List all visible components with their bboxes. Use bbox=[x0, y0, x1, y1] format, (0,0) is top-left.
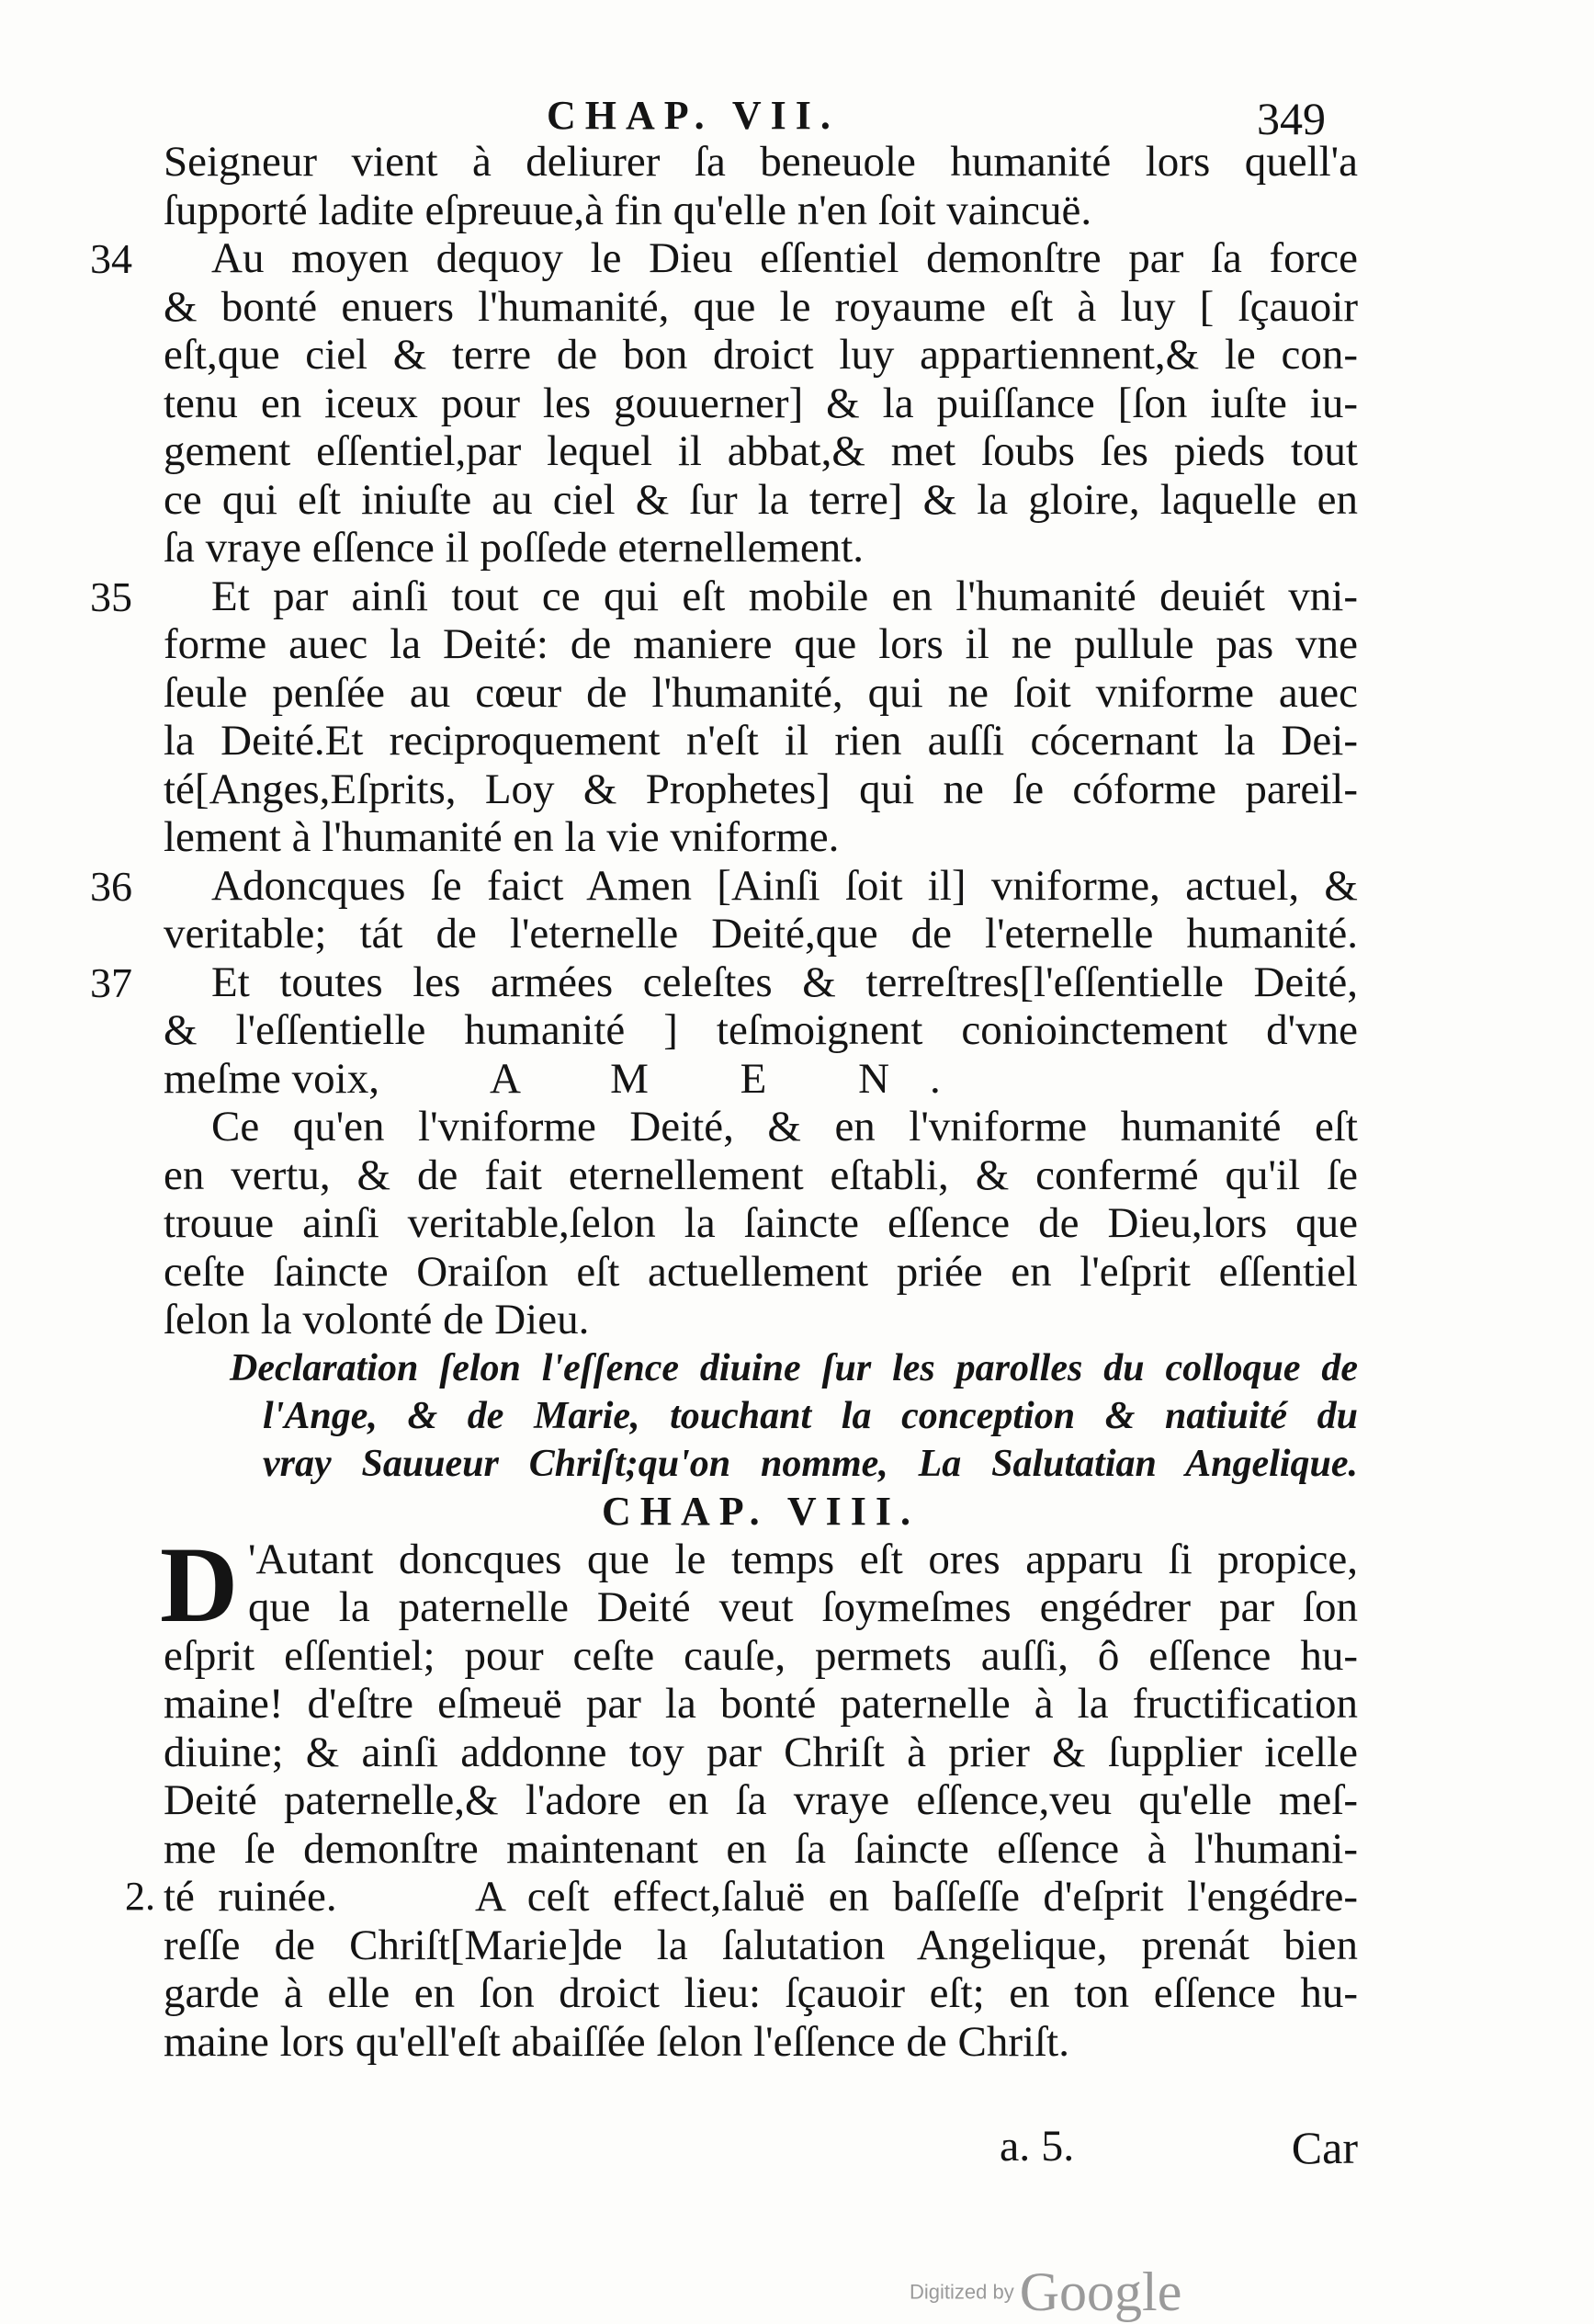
line-with-margin-number bbox=[125, 1873, 1358, 1922]
text-line: la Deité.Et reciproquement n'eſt il rien auſſi cócernant la Dei- bbox=[164, 717, 1358, 765]
text-line: ſupporté ladite eſpreuue,à fin qu'elle n'en ſoit vaincuë. bbox=[164, 186, 1092, 234]
text-line: diuine; & ainſi addonne toy par Chriſt à prier & ſupplier icelle bbox=[164, 1728, 1358, 1776]
chapter-title bbox=[164, 1344, 1358, 1488]
text-line: me ſe demonſtre maintenant en ſa ſaincte eſſence à l'humani- bbox=[164, 1824, 1358, 1873]
page-number: 349 bbox=[1257, 93, 1326, 144]
text-line: gement eſſentiel,par lequel il abbat,& met ſoubs ſes pieds tout bbox=[164, 427, 1358, 475]
verse-number: 34 bbox=[90, 235, 132, 282]
text-line: reſſe de Chriſt[Marie]de la ſalutation Angelique, prenát bien bbox=[164, 1921, 1358, 1969]
verse-36 bbox=[90, 861, 1358, 958]
body-text bbox=[90, 138, 1358, 2066]
text-line: tenu en iceux pour les gouuerner] & la puiſſance [ſon iuſte iu- bbox=[164, 379, 1358, 427]
text-line: 'Autant doncques que le temps eſt ores apparu ſi propice, bbox=[248, 1535, 1358, 1583]
verse-number: 37 bbox=[90, 958, 132, 1006]
page-footer bbox=[164, 2121, 1358, 2176]
text-line: veritable; tát de l'eternelle Deité,que de l'eternelle humanité. bbox=[164, 910, 1358, 958]
text-line: lement à l'humanité en la vie vniforme. bbox=[164, 813, 840, 861]
text-line: garde à elle en ſon droict lieu: ſçauoir eſt; en ton eſſence hu- bbox=[164, 1969, 1358, 2017]
text-line: trouue ainſi veritable,ſelon la ſaincte eſſence de Dieu,lors que bbox=[164, 1199, 1358, 1247]
verse-35 bbox=[90, 572, 1358, 862]
verse-number: 36 bbox=[90, 862, 132, 910]
text-line: en vertu, & de fait eternellement eſtabli, & confermé qu'il ſe bbox=[164, 1151, 1358, 1199]
amen-line bbox=[164, 1055, 1358, 1104]
amen-letters: A M E N. bbox=[489, 1054, 981, 1103]
title-line: l'Ange, & de Marie, touchant la conception & natiuité du bbox=[263, 1394, 1358, 1437]
verse-37 bbox=[90, 958, 1358, 1104]
text-line: ſeule penſée au cœur de l'humanité, qui ne ſoit vniforme auec bbox=[164, 668, 1358, 717]
chapter-body bbox=[125, 1524, 1358, 2067]
text-line: Deité paternelle,& l'adore en ſa vraye eſſence,veu qu'elle meſ- bbox=[164, 1776, 1358, 1824]
text-line: té[Anges,Eſprits, Loy & Prophetes] qui ne ſe cóforme pareil- bbox=[164, 765, 1358, 813]
signature-mark: a. 5. bbox=[1000, 2122, 1075, 2171]
verse-continuation bbox=[164, 138, 1358, 234]
text-line: ſelon la volonté de Dieu. bbox=[164, 1296, 590, 1343]
text-line: eſprit eſſentiel; pour ceſte cauſe, permets auſſi, ô eſſence hu- bbox=[164, 1631, 1358, 1680]
text-line: & l'eſſentielle humanité ] teſmoignent conioinctement d'vne bbox=[164, 1006, 1358, 1054]
text-line: Seigneur vient à deliurer ſa beneuole humanité lors quell'a bbox=[164, 138, 1358, 186]
text-line: ſa vraye eſſence il poſſede eternellement. bbox=[164, 524, 865, 572]
text-line: forme auec la Deité: de maniere que lors il ne pullule pas vne bbox=[164, 620, 1358, 668]
title-line: vray Sauueur Chriſt;qu'on nomme, La Salutatian Angelique. bbox=[263, 1442, 1358, 1485]
chapter-heading: CHAP. VIII. bbox=[602, 1488, 920, 1534]
text-line: ce qui eſt iniuſte au ciel & ſur la terre] & la gloire, laquelle en bbox=[164, 475, 1358, 524]
amen-prefix: meſme voix, bbox=[164, 1054, 379, 1103]
text-line: Au moyen dequoy le Dieu eſſentiel demonſtre par ſa force bbox=[211, 234, 1358, 282]
drop-cap: D bbox=[160, 1524, 239, 1645]
text-line: Et toutes les armées celeſtes & terreſtres[l'eſſentielle Deité, bbox=[211, 958, 1358, 1006]
text-line: que la paternelle Deité veut ſoymeſmes engédrer par ſon bbox=[248, 1583, 1358, 1631]
text-line: eſt,que ciel & terre de bon droict luy appartiennent,& le con- bbox=[164, 331, 1358, 379]
title-line: Declaration ſelon l'eſſence diuine ſur les parolles du colloque de bbox=[230, 1346, 1358, 1389]
text-line: maine! d'eſtre eſmeuë par la bonté paternelle à la fructification bbox=[164, 1680, 1358, 1728]
running-head: CHAP. VII. bbox=[547, 93, 840, 138]
text-line: Et par ainſi tout ce qui eſt mobile en l'humanité deuiét vni- bbox=[211, 572, 1358, 620]
watermark-brand: Google bbox=[1019, 2262, 1182, 2322]
page-header bbox=[0, 92, 1594, 144]
text-line: & bonté enuers l'humanité, que le royaume eſt à luy [ ſçauoir bbox=[164, 282, 1358, 331]
margin-number: 2. bbox=[125, 1874, 155, 1919]
text-line: Ce qu'en l'vniforme Deité, & en l'vniforme humanité eſt bbox=[211, 1103, 1358, 1151]
text-line: maine lors qu'ell'eſt abaiſſée ſelon l'eſſence de Chriſt. bbox=[164, 2017, 1069, 2066]
text-line: ceſte ſaincte Oraiſon eſt actuellement priée en l'eſprit eſſentiel bbox=[164, 1247, 1358, 1296]
text-line: té ruinée. A ceſt effect,ſaluë en baſſeſſe d'eſprit l'engédre- bbox=[164, 1873, 1358, 1921]
closing-paragraph bbox=[164, 1103, 1358, 1344]
verse-number: 35 bbox=[90, 572, 132, 620]
watermark-prefix: Digitized by bbox=[910, 2280, 1014, 2304]
text-line: Adoncques ſe faict Amen [Ainſi ſoit il] vniforme, actuel, & bbox=[211, 861, 1358, 910]
verse-34 bbox=[90, 234, 1358, 572]
catchword: Car bbox=[1291, 2122, 1358, 2173]
digitization-watermark bbox=[910, 2261, 1181, 2324]
